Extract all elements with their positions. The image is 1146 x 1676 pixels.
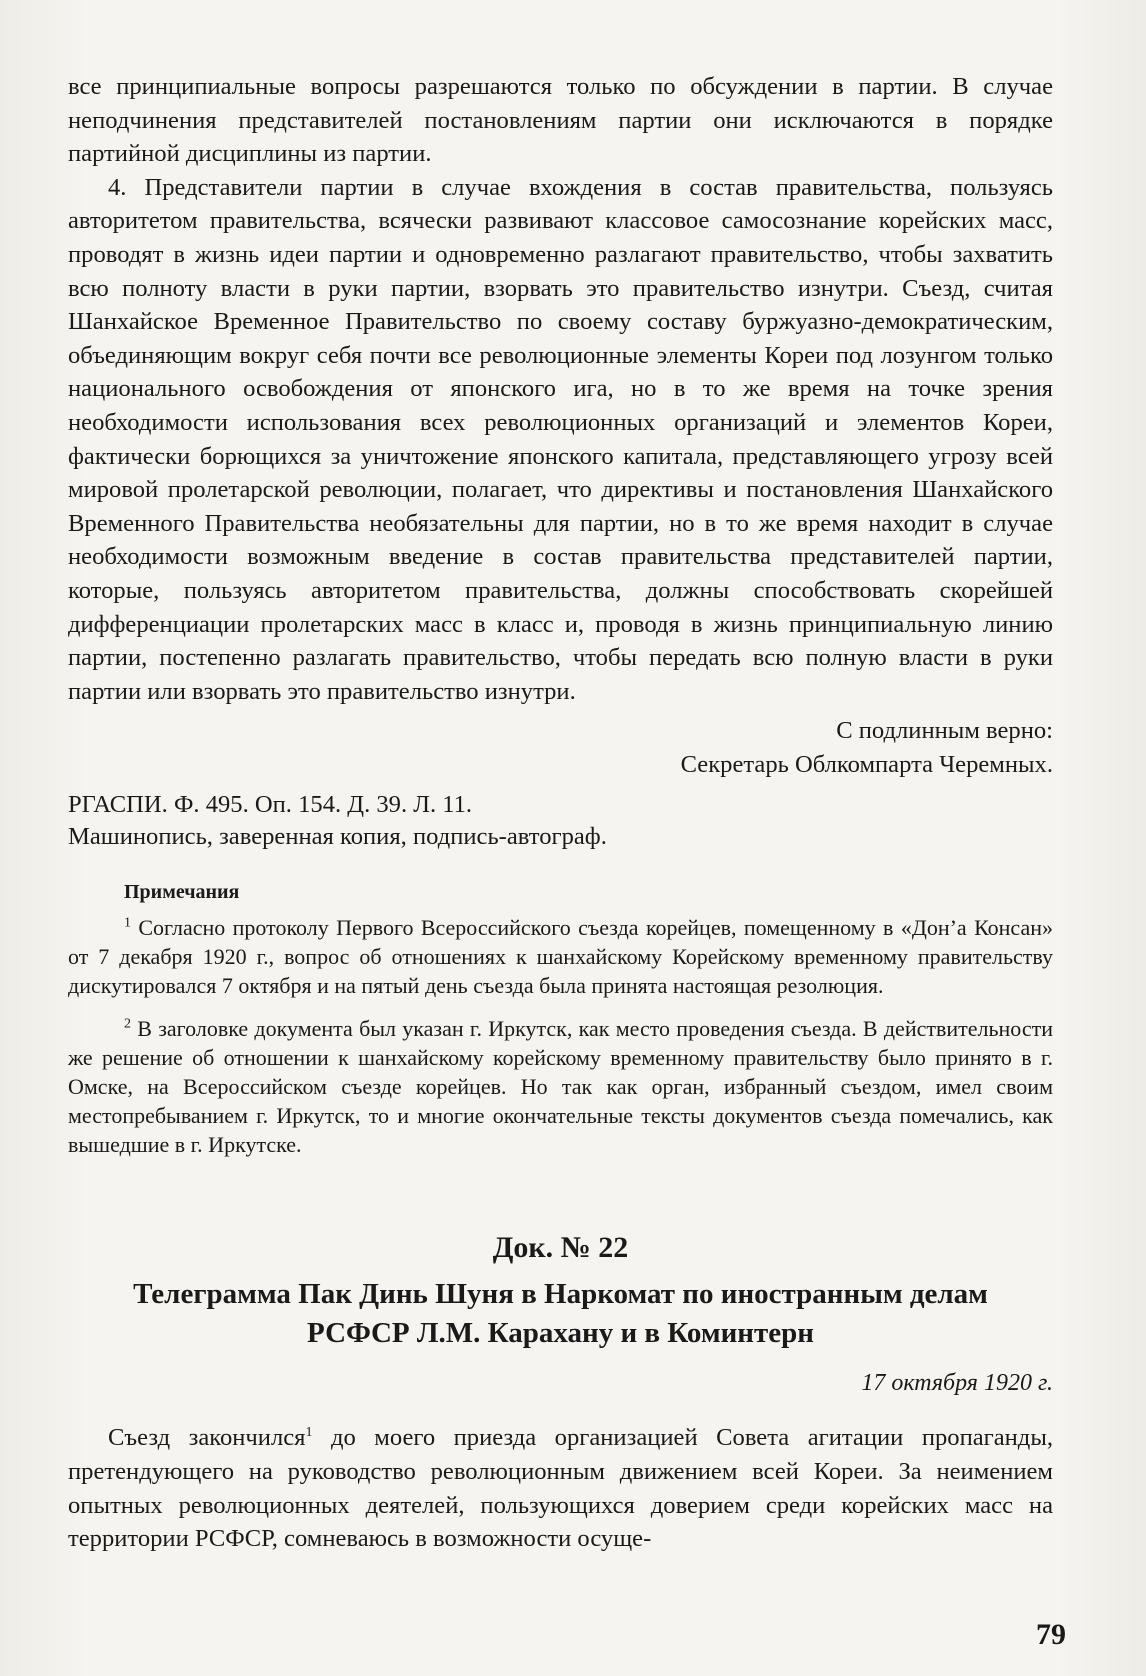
signature-block — [68, 714, 1053, 781]
footnote-ref: 1 — [305, 1425, 313, 1441]
footnote — [68, 1014, 1053, 1159]
footnote-text: Согласно протоколу Первого Всероссийского съезда корейцев, помещенному в «Дон’а Консан» от 7 декабря 1920 г., вопрос об отношениях к шанхайскому Корейскому временному правительству дискутировался 7 октября и на пятый день съезда была принята настоящая резолюция. — [68, 915, 1053, 999]
document-date: 17 октября 1920 г. — [861, 1370, 1053, 1397]
document-paragraph — [68, 1421, 1053, 1555]
archive-note: Машинопись, заверенная копия, подпись-автограф. — [68, 823, 607, 851]
body-text-start: Съезд закончился — [108, 1424, 306, 1452]
footnote — [68, 913, 1053, 1000]
footnote-number: 2 — [124, 1017, 131, 1033]
notes-heading: Примечания — [124, 881, 240, 904]
footnote-text: В заголовке документа был указан г. Иркутск, как место проведения съезда. В действительности же решение об отношении к шанхайскому корейскому временному правительству было принято в г. Омске, на Всероссийском съезде корейцев. Но так как орган, избранный съездом, имел своим местопребыванием г. Иркутск, то и многие окончательные тексты документов съезда помечались, как вышедшие в г. Иркутске. — [68, 1016, 1053, 1158]
document-title — [68, 1275, 1053, 1353]
page-content — [68, 70, 1053, 1556]
document-title-line: Телеграмма Пак Динь Шуня в Наркомат по иностранным делам — [133, 1278, 988, 1311]
resolution-text — [68, 70, 1053, 708]
paragraph-item-4: 4. Представители партии в случае вхождения в состав правительства, пользуясь авторитетом правительства, всячески развивают классовое самосознание корейских масс, проводят в жизнь идеи партии и одновременно разлагают правительство, чтобы захватить всю полноту власти в руки партии, взорвать это правительство изнутри. Съезд, считая Шанхайское Временное Правительство по своему составу буржуазно-демократическим, объединяющим вокруг себя почти все революционные элементы Кореи под лозунгом только национального освобождения от японского ига, но в то же время на точке зрения необходимости использования всех революционных организаций и элементов Кореи, фактически борющихся за уничтожение японского капитала, представляющего угрозу всей мировой пролетарской революции, полагает, что директивы и постановления Шанхайского Временного Правительства необязательны для партии, но в то же время находит в случае необходимости возможным введение в состав правительства представителей партии, которые, пользуясь авторитетом правительства, должны способствовать скорейшей дифференциации пролетарских масс в класс и, проводя в жизнь принципиальную линию партии, постепенно разлагать правительство, чтобы передать всю полную власти в руки партии или взорвать это правительство изнутри. — [68, 173, 1053, 705]
notes-list — [68, 913, 1053, 1159]
archive-reference — [68, 789, 1053, 853]
document-body — [68, 1421, 1053, 1555]
paragraph-continuation: все принципиальные вопросы разрешаются только по обсуждении в партии. В случае неподчинения представителей постановлениям партии они исключаются в порядке партийной дисциплины из партии. — [68, 73, 1053, 168]
document-number: Док. № 22 — [492, 1231, 629, 1265]
secretary-line: Секретарь Облкомпарта Черемных. — [680, 750, 1053, 778]
page-number: 79 — [1036, 1618, 1066, 1651]
archive-ref: РГАСПИ. Ф. 495. Оп. 154. Д. 39. Л. 11. — [68, 791, 473, 819]
body-text-rest: до моего приезда организацией Совета агитации пропаганды, претендующего на руководство революционным движением всей Кореи. За неимением опытных революционных деятелей, пользующихся доверием среди корейских масс на территории РСФСР, сомневаюсь в возможности осуще- — [68, 1424, 1053, 1553]
footnote-number: 1 — [124, 916, 131, 932]
document-title-line: РСФСР Л.М. Карахану и в Коминтерн — [307, 1317, 814, 1350]
certification-line: С подлинным верно: — [836, 717, 1053, 745]
